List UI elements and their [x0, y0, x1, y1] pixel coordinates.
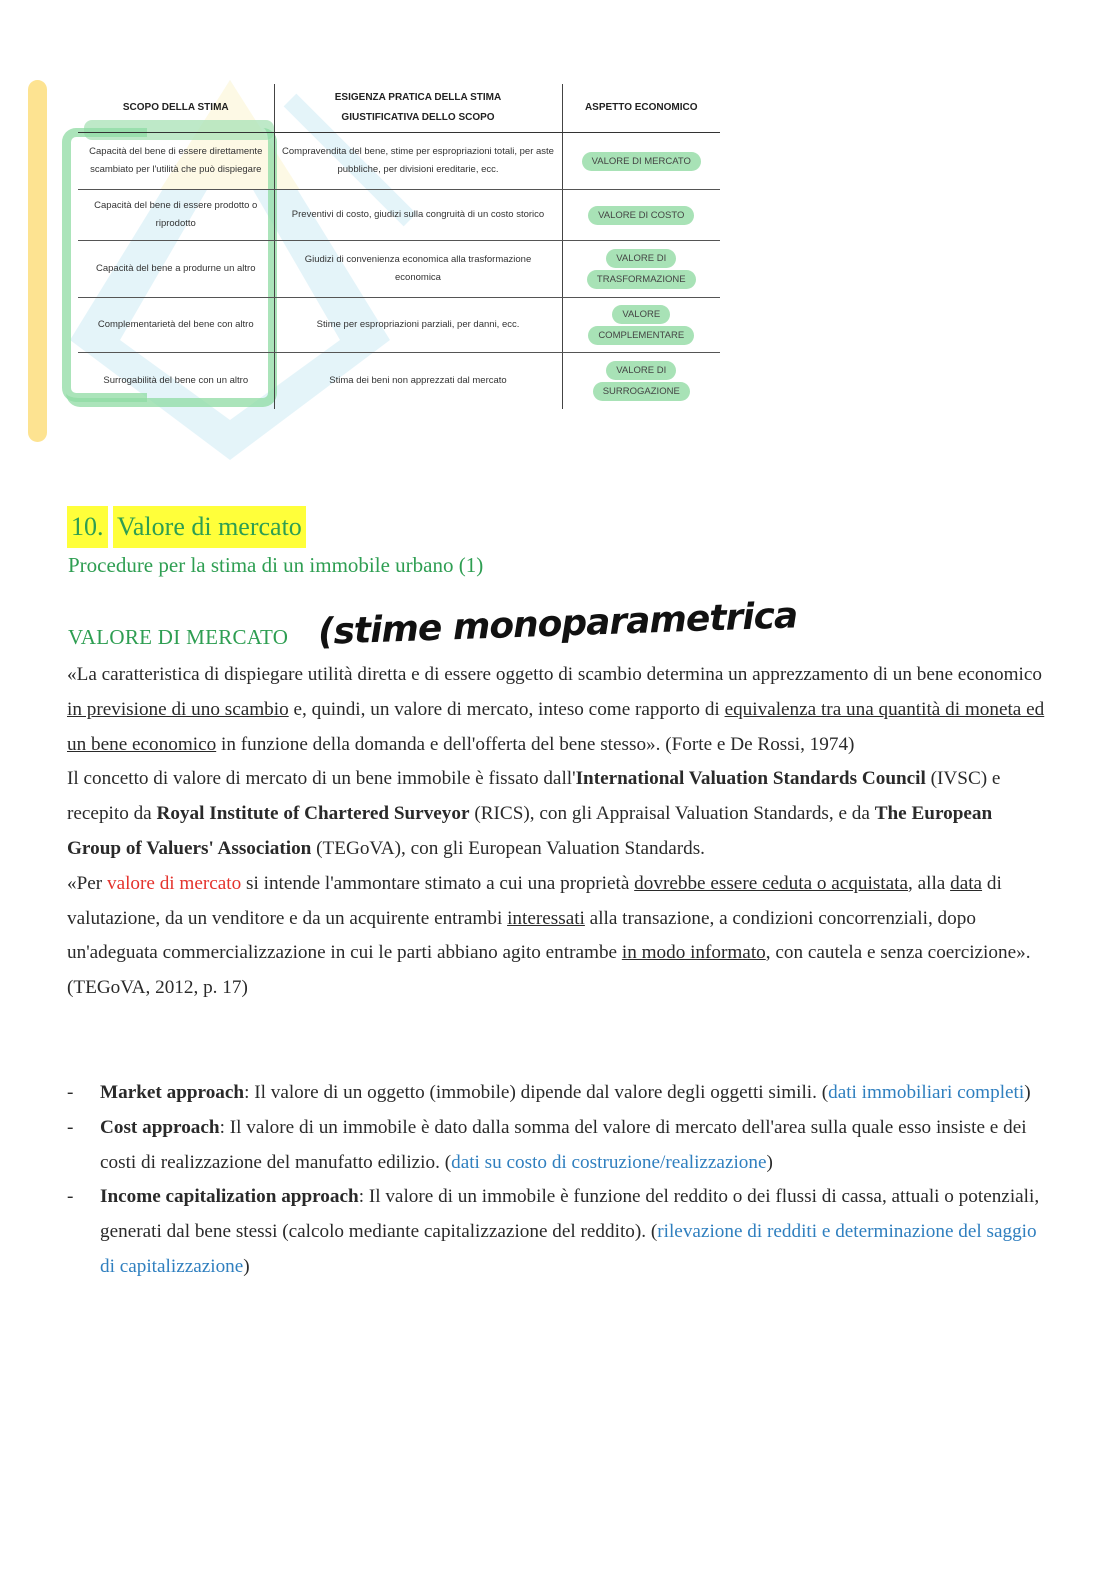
- row-scope: Surrogabilità del bene con un altro: [103, 374, 249, 386]
- row-scope: Complementarietà del bene con altro: [78, 298, 274, 353]
- row-need: Compravendita del bene, stime per espropriazioni totali, per aste pubbliche, per divisioni ereditarie, ecc.: [274, 133, 562, 190]
- bullet-close: ): [766, 1151, 773, 1173]
- header-scope: SCOPO DELLA STIMA: [78, 84, 274, 133]
- text-run: e, quindi, un valore di mercato, inteso come rapporto di: [288, 698, 725, 720]
- aspect-pill-line1: VALORE DI: [606, 249, 676, 268]
- table-row: [78, 133, 720, 190]
- bullet-text: : Il valore di un immobile è dato dalla somma del valore di mercato dell'area sulla quale esso insiste e dei costi di realizzazione del manufatto edilizio. (: [100, 1116, 1027, 1173]
- aspect-pill-line1: VALORE: [612, 305, 670, 324]
- table-header-row: [78, 84, 720, 133]
- estimate-table-wrapper: [78, 84, 720, 404]
- row-aspect: [562, 241, 720, 298]
- list-item: [67, 1180, 1047, 1284]
- bullet-close: ): [243, 1255, 250, 1277]
- bullet-term: Income capitalization approach: [100, 1186, 359, 1208]
- row-need: Preventivi di costo, giudizi sulla congruità di un costo storico: [274, 190, 562, 241]
- text-run: (TEGoVA), con gli European Valuation Standards.: [311, 837, 705, 859]
- heading-number: 10.: [67, 506, 108, 548]
- underlined-text: dovrebbe essere ceduta o acquistata: [634, 872, 908, 894]
- text-run: di valutazione, da un venditore e da un acquirente entrambi: [67, 872, 1002, 929]
- bullet-note: rilevazione di redditi e determinazione del saggio di capitalizzazione: [100, 1221, 1037, 1277]
- aspect-pill-line2: TRASFORMAZIONE: [587, 270, 696, 289]
- text-run: (RICS), con gli Appraisal Valuation Standards, e da: [469, 803, 875, 825]
- table-row: [78, 298, 720, 353]
- aspect-pill-line2: SURROGAZIONE: [593, 382, 690, 401]
- heading-title: Valore di mercato: [113, 506, 306, 548]
- section-label: VALORE DI MERCATO: [68, 625, 289, 649]
- header-need: [274, 84, 562, 133]
- bullet-text: : Il valore di un immobile è funzione del reddito o dei flussi di cassa, attuali o potenziali, generati dal bene stessi (calcolo mediante capitalizzazione del reddito). (: [100, 1186, 1040, 1243]
- table-row: [78, 190, 720, 241]
- header-aspect: ASPETTO ECONOMICO: [562, 84, 720, 133]
- bullet-close: ): [1024, 1082, 1031, 1103]
- row-aspect: [562, 353, 720, 409]
- list-item: [67, 1076, 1047, 1111]
- bullet-dash: -: [67, 1116, 74, 1138]
- text-run: (IVSC) e recepito da: [67, 768, 1001, 825]
- bullet-term: Market approach: [100, 1082, 245, 1103]
- paragraph-tegova: [67, 867, 1047, 1006]
- underlined-text: in modo informato: [621, 942, 766, 964]
- table-row: [78, 353, 720, 409]
- row-scope: Capacità del bene di essere direttamente scambiato per l'utilità che può dispiegare: [78, 133, 274, 190]
- underlined-text: interessati: [507, 907, 585, 929]
- row-need: Giudizi di convenienza economica alla trasformazione economica: [274, 241, 562, 298]
- bold-text: Royal Institute of Chartered Surveyor: [156, 803, 470, 825]
- bullet-note: dati immobiliari completi: [828, 1082, 1025, 1103]
- text-run: si intende l'ammontare stimato a cui una proprietà: [241, 872, 635, 894]
- row-scope: Capacità del bene di essere prodotto o riprodotto: [78, 190, 274, 241]
- text-run: , alla: [908, 872, 951, 894]
- text-run: , con cautela e senza coercizione». (TEGoVA, 2012, p. 17): [67, 942, 1031, 999]
- approach-list: [67, 1076, 1047, 1285]
- header-need-line2: GIUSTIFICATIVA DELLO SCOPO: [341, 112, 495, 123]
- underlined-text: in previsione di uno scambio: [67, 698, 289, 720]
- subtitle: Procedure per la stima di un immobile urbano (1): [68, 553, 484, 577]
- highlighted-term: valore di mercato: [106, 872, 242, 894]
- underlined-text: equivalenza tra una quantità di moneta ed un bene economico: [67, 698, 1045, 755]
- row-aspect: [562, 133, 720, 190]
- row-need: Stime per espropriazioni parziali, per danni, ecc.: [274, 298, 562, 353]
- bullet-text: : Il valore di un oggetto (immobile) dipende dal valore degli oggetti simili. (: [244, 1082, 829, 1103]
- estimate-table: [78, 84, 720, 409]
- handwritten-note: (stime monoparametrica: [317, 595, 798, 653]
- aspect-pill: VALORE DI COSTO: [588, 206, 694, 225]
- paragraph-standards: [67, 762, 1047, 866]
- row-aspect: [562, 190, 720, 241]
- aspect-pill-line1: VALORE DI: [606, 361, 676, 380]
- body-text: [67, 658, 1047, 1006]
- header-need-line1: ESIGENZA PRATICA DELLA STIMA: [334, 92, 502, 103]
- margin-highlight-bar: [28, 80, 47, 442]
- text-run: Il concetto di valore di mercato di un bene immobile è fissato dall': [67, 768, 576, 790]
- row-aspect: [562, 298, 720, 353]
- row-scope: Capacità del bene a produrne un altro: [78, 241, 274, 298]
- text-run: alla transazione, a condizioni concorrenziali, dopo un'adeguata commercializzazione in cui le parti abbiano agito entrambe: [67, 907, 976, 964]
- list-item: [67, 1111, 1047, 1181]
- bold-text: The European Group of Valuers' Association: [67, 803, 993, 859]
- text-run: «Per: [67, 872, 107, 894]
- bullet-dash: -: [67, 1186, 74, 1208]
- aspect-pill-line2: COMPLEMENTARE: [588, 326, 694, 345]
- bullet-dash: -: [67, 1082, 74, 1103]
- text-run: «La caratteristica di dispiegare utilità diretta e di essere oggetto di scambio determina un apprezzamento di un bene economico: [67, 664, 1042, 685]
- underlined-text: data: [950, 872, 983, 894]
- text-run: in funzione della domanda e dell'offerta del bene stesso». (Forte e De Rossi, 1974): [216, 733, 855, 755]
- paragraph-definition: [67, 658, 1047, 762]
- row-need: Stima dei beni non apprezzati dal mercato: [274, 353, 562, 409]
- bullet-term: Cost approach: [100, 1116, 220, 1138]
- table-row: [78, 241, 720, 298]
- aspect-pill: VALORE DI MERCATO: [582, 152, 701, 171]
- bullet-note: dati su costo di costruzione/realizzazione: [451, 1151, 767, 1173]
- bold-text: International Valuation Standards Council: [575, 768, 926, 790]
